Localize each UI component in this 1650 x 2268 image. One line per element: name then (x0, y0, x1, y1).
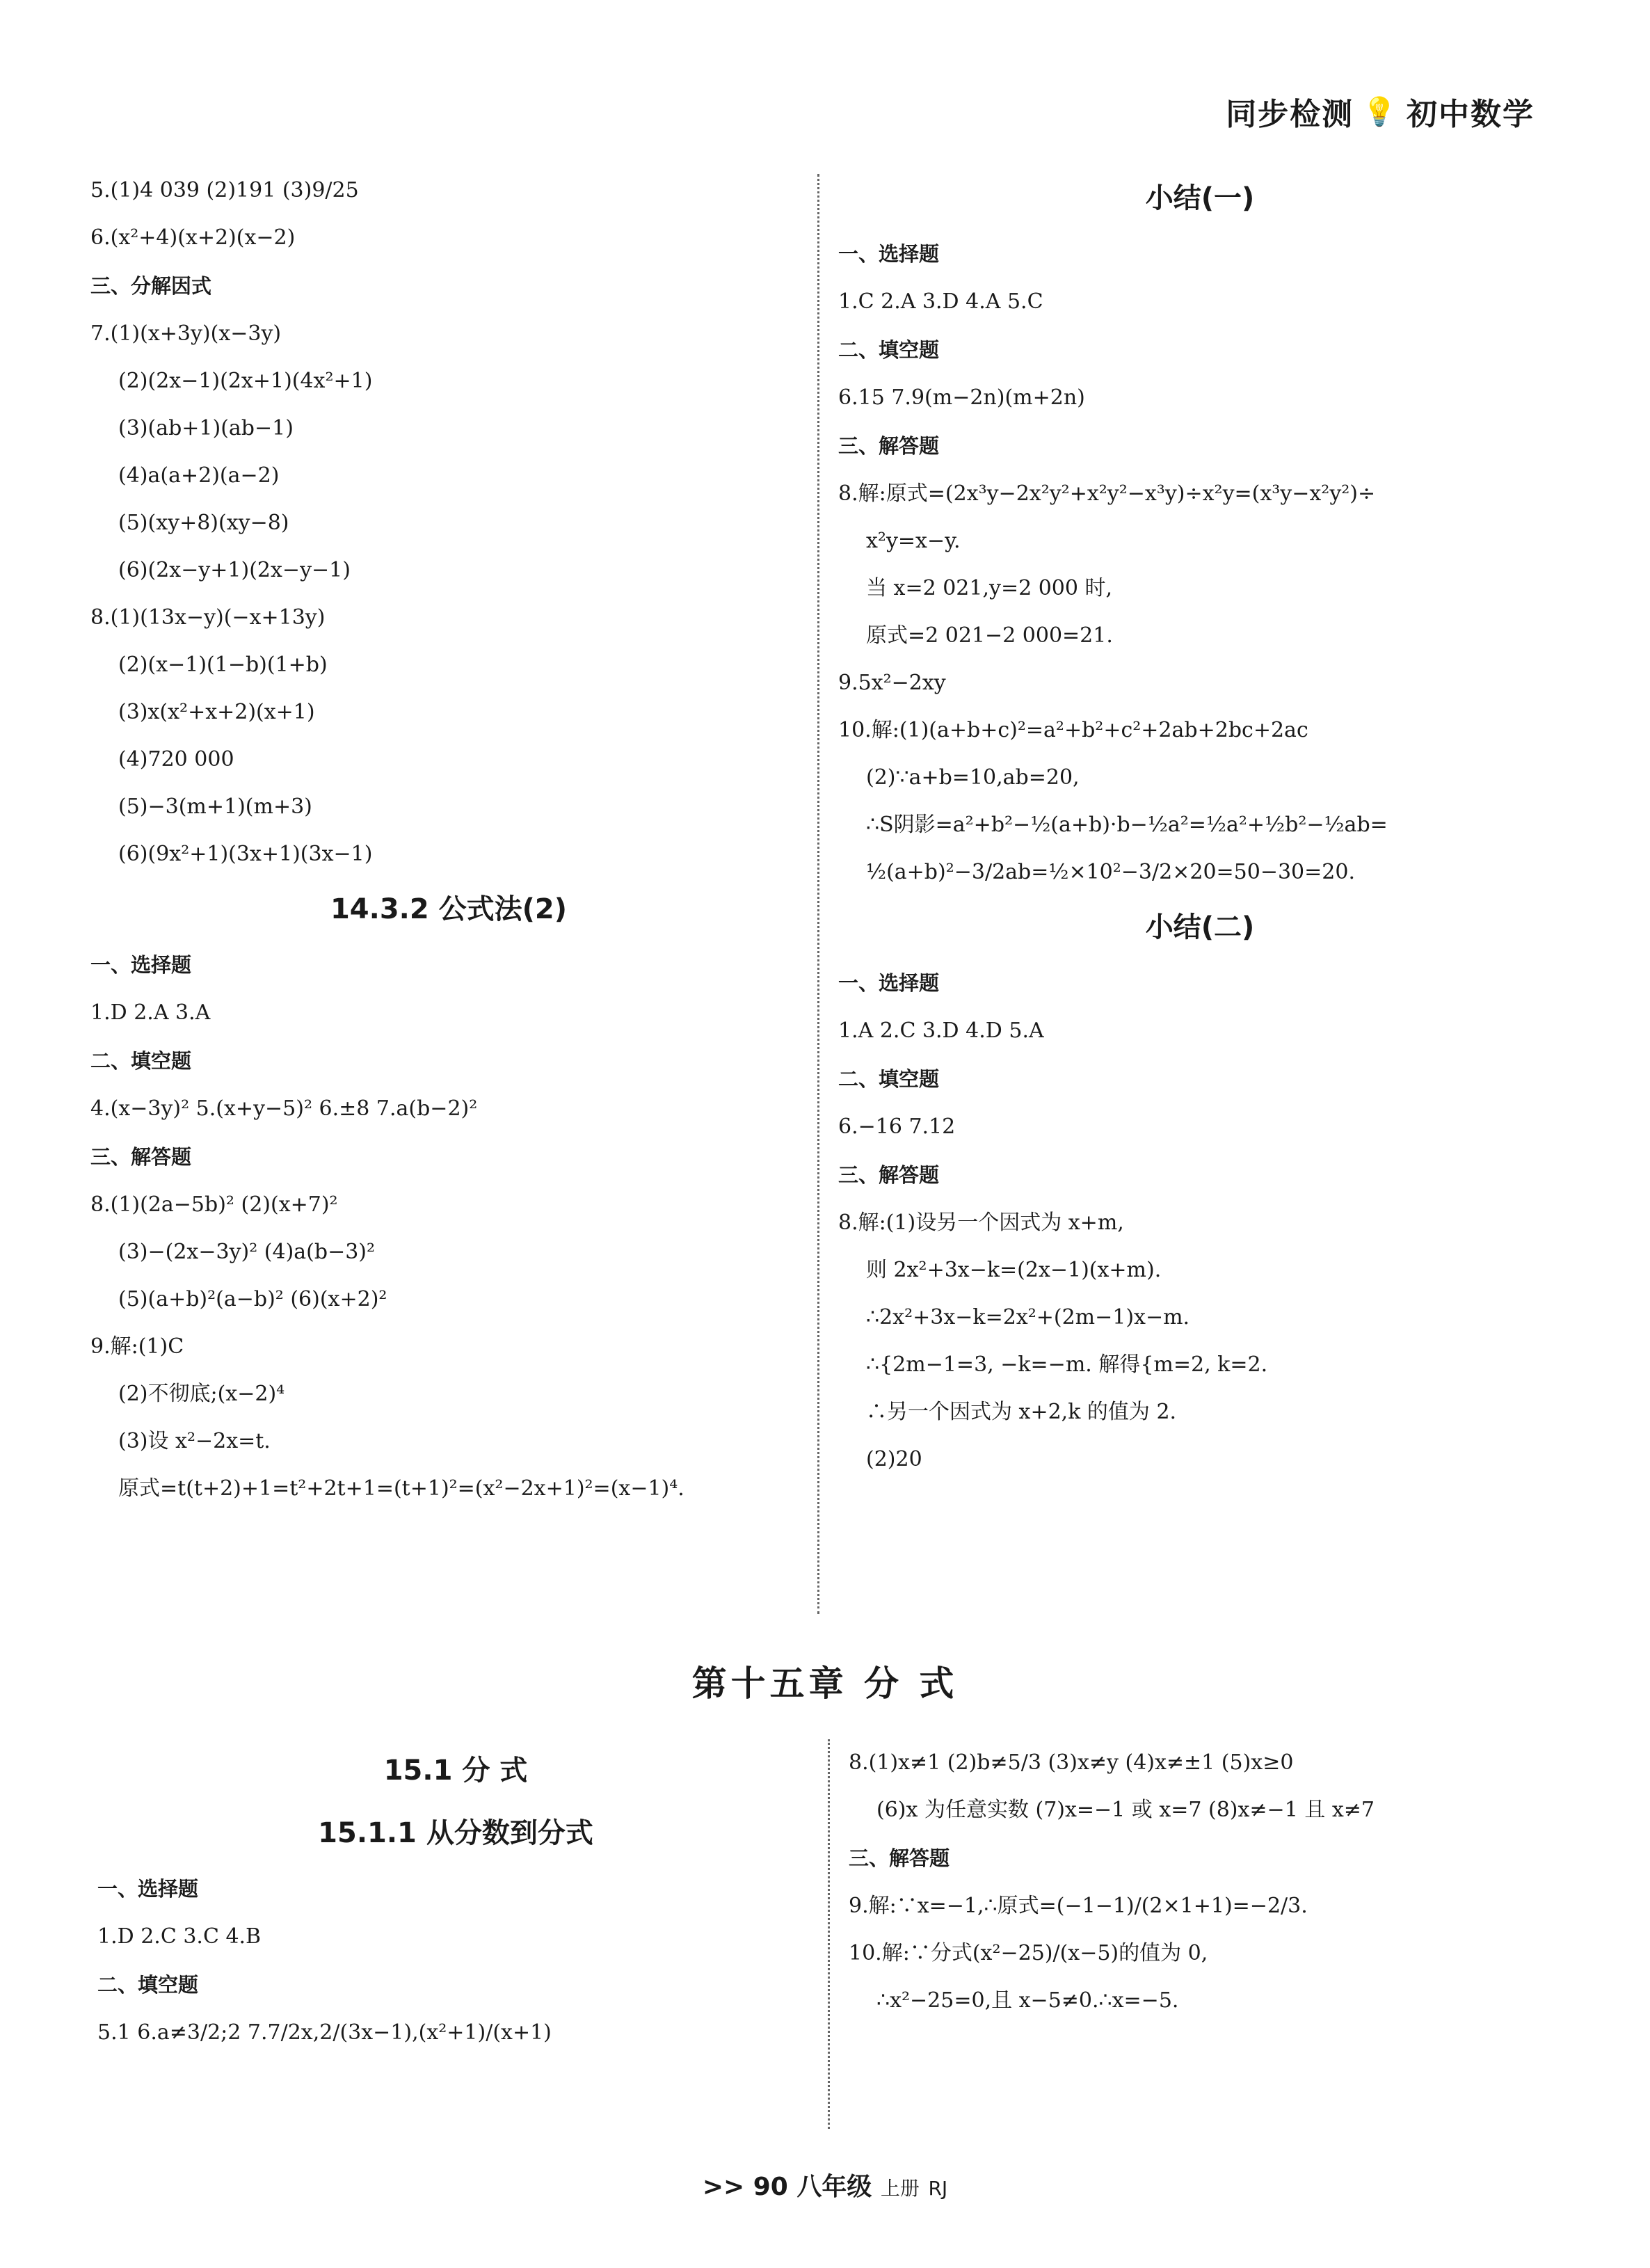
answer-line: (5)(a+b)²(a−b)² (6)(x+2)² (118, 1287, 387, 1311)
answer-line: (2)20 (866, 1447, 922, 1471)
answer-line: 9.5x²−2xy (838, 671, 946, 695)
answer-line: 原式=t(t+2)+1=t²+2t+1=(t+1)²=(x²−2x+1)²=(x−1)⁴. (118, 1476, 684, 1501)
answer-line: 9.解:∵x=−1,∴原式=(−1−1)/(2×1+1)=−2/3. (849, 1894, 1308, 1918)
answer-line: (6)(9x²+1)(3x+1)(3x−1) (118, 842, 373, 866)
subsection-heading: 二、填空题 (90, 1049, 192, 1073)
answer-line: 8.解:原式=(2x³y−2x²y²+x²y²−x³y)÷x²y=(x³y−x²y²)÷ (838, 481, 1376, 506)
section-title: 小结(一) (1145, 182, 1255, 214)
answer-line: 10.解:(1)(a+b+c)²=a²+b²+c²+2ab+2bc+2ac (838, 718, 1308, 742)
answer-line: ∴2x²+3x−k=2x²+(2m−1)x−m. (866, 1305, 1190, 1329)
left-column-bottom (97, 1739, 814, 2057)
answer-line: 4.(x−3y)² 5.(x+y−5)² 6.±8 7.a(b−2)² (90, 1096, 478, 1121)
answer-line: 6.(x²+4)(x+2)(x−2) (90, 225, 296, 250)
answer-line: (5)−3(m+1)(m+3) (118, 794, 312, 819)
footer-arrows: >> (702, 2173, 745, 2201)
answer-line: (4)a(a+2)(a−2) (118, 463, 280, 488)
column-divider-top (817, 174, 819, 1614)
answer-line: 5.(1)4 039 (2)191 (3)9/25 (90, 178, 359, 202)
answer-line: ∴S阴影=a²+b²−½(a+b)·b−½a²=½a²+½b²−½ab= (866, 813, 1388, 837)
answer-line: (2)(2x−1)(2x+1)(4x²+1) (118, 369, 373, 393)
answer-line: 7.(1)(x+3y)(x−3y) (90, 321, 282, 346)
answer-line: 6.−16 7.12 (838, 1115, 956, 1139)
column-divider-bottom (828, 1739, 830, 2129)
answer-line: (3)−(2x−3y)² (4)a(b−3)² (118, 1240, 376, 1264)
answer-line: (5)(xy+8)(xy−8) (118, 511, 289, 535)
answer-line: 9.解:(1)C (90, 1334, 184, 1359)
subsection-heading: 三、解答题 (838, 434, 940, 458)
subsection-heading: 二、填空题 (97, 1973, 199, 1997)
subsection-heading: 二、填空题 (838, 1067, 940, 1091)
section-title: 14.3.2 公式法(2) (330, 893, 568, 925)
answer-line: ∴{2m−1=3, −k=−m. 解得{m=2, k=2. (866, 1352, 1268, 1377)
answer-line: 8.(1)x≠1 (2)b≠5/3 (3)x≠y (4)x≠±1 (5)x≥0 (849, 1750, 1294, 1775)
answer-line: (6)x 为任意实数 (7)x=−1 或 x=7 (8)x≠−1 且 x≠7 (876, 1798, 1375, 1822)
chapter-title: 第十五章 分 式 (691, 1663, 959, 1704)
section-title: 15.1.1 从分数到分式 (318, 1817, 593, 1849)
section-title: 15.1 分 式 (383, 1755, 528, 1787)
answer-line: ½(a+b)²−3/2ab=½×10²−3/2×20=50−30=20. (866, 860, 1355, 884)
page-number: 90 (753, 2173, 788, 2201)
answer-line: 1.A 2.C 3.D 4.D 5.A (838, 1019, 1044, 1043)
answer-line: (2)(x−1)(1−b)(1+b) (118, 653, 328, 677)
volume-label: 上册 (880, 2177, 920, 2200)
answer-line: (3)(ab+1)(ab−1) (118, 416, 294, 440)
header-subject: 初中数学 (1407, 97, 1535, 132)
answer-line: 6.15 7.9(m−2n)(m+2n) (838, 385, 1085, 410)
right-column-top (838, 167, 1562, 1483)
lightbulb-icon: 💡 (1362, 95, 1398, 128)
answer-line: (4)720 000 (118, 747, 234, 772)
answer-line: ∴x²−25=0,且 x−5≠0.∴x=−5. (876, 1988, 1179, 2013)
answer-line: 5.1 6.a≠3/2;2 7.7/2x,2/(3x−1),(x²+1)/(x+1) (97, 2020, 552, 2045)
answer-line: 8.解:(1)设另一个因式为 x+m, (838, 1211, 1124, 1235)
answer-line: 原式=2 021−2 000=21. (866, 623, 1113, 648)
answer-line: (2)不彻底;(x−2)⁴ (118, 1382, 285, 1406)
subsection-heading: 三、解答题 (849, 1846, 950, 1870)
right-column-bottom (849, 1739, 1565, 2025)
answer-line: x²y=x−y. (866, 529, 961, 553)
answer-line: ∴另一个因式为 x+2,k 的值为 2. (866, 1400, 1177, 1424)
header-title: 同步检测 (1226, 97, 1354, 132)
subsection-heading: 一、选择题 (97, 1877, 199, 1901)
answer-line: 1.C 2.A 3.D 4.A 5.C (838, 289, 1043, 314)
subsection-heading: 二、填空题 (838, 338, 940, 362)
answer-line: 1.D 2.A 3.A (90, 1000, 211, 1025)
answer-line: 8.(1)(13x−y)(−x+13y) (90, 605, 326, 630)
answer-line: 则 2x²+3x−k=(2x−1)(x+m). (866, 1258, 1162, 1282)
subsection-heading: 一、选择题 (838, 242, 940, 266)
answer-line: (2)∵a+b=10,ab=20, (866, 765, 1080, 790)
grade-label: 八年级 (796, 2173, 872, 2201)
answer-line: 当 x=2 021,y=2 000 时, (866, 576, 1113, 600)
page-footer (0, 2167, 1650, 2203)
subsection-heading: 一、选择题 (90, 953, 192, 977)
subsection-heading: 三、解答题 (90, 1145, 192, 1169)
left-column-top (90, 167, 807, 1512)
subsection-heading: 一、选择题 (838, 971, 940, 995)
answer-line: 8.(1)(2a−5b)² (2)(x+7)² (90, 1192, 338, 1217)
section-title: 小结(二) (1145, 911, 1255, 943)
subsection-heading: 三、解答题 (838, 1163, 940, 1187)
answer-line: 1.D 2.C 3.C 4.B (97, 1924, 262, 1949)
page-header (1226, 89, 1535, 134)
edition-label: RJ (928, 2177, 948, 2200)
answer-line: (3)x(x²+x+2)(x+1) (118, 700, 315, 724)
answer-line: 10.解:∵分式(x²−25)/(x−5)的值为 0, (849, 1941, 1208, 1965)
answer-line: (6)(2x−y+1)(2x−y−1) (118, 558, 351, 582)
subsection-heading: 三、分解因式 (90, 274, 212, 298)
answer-line: (3)设 x²−2x=t. (118, 1429, 271, 1453)
